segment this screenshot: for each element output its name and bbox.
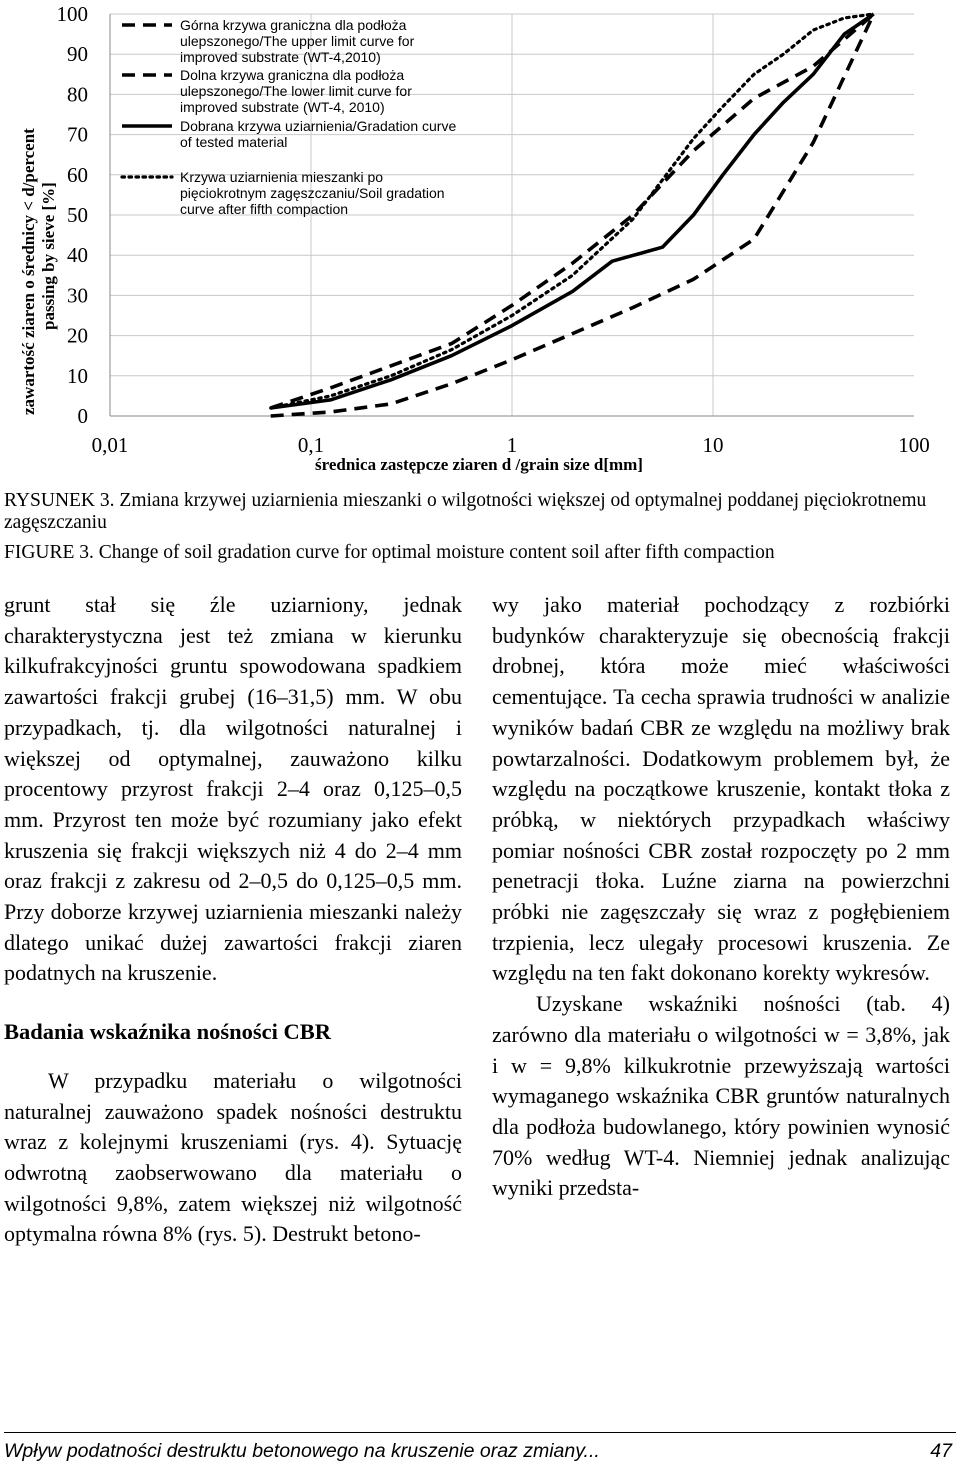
y-tick-label: 60 bbox=[67, 162, 88, 187]
x-tick-label: 0,1 bbox=[297, 433, 325, 457]
x-tick-label: 100 bbox=[898, 433, 930, 457]
section-heading: Badania wskaźnika nośności CBR bbox=[4, 1019, 331, 1045]
x-tick-label: 0,01 bbox=[91, 433, 129, 457]
legend-label: Krzywa uziarnienia mieszanki po bbox=[180, 169, 384, 185]
y-tick-label: 100 bbox=[56, 2, 88, 26]
legend bbox=[122, 17, 456, 217]
legend-label: pięciokrotnym zagęszczaniu/Soil gradation bbox=[180, 185, 445, 201]
caption-en-label: FIGURE 3. bbox=[4, 542, 94, 563]
left-paragraph-2: W przypadku materiału o wilgotności naturalnej zauważono spadek nośności destruktu wraz z kolejnymi kruszeniami (rys. 4). Sytuację odwrotną zaobserwowano dla materiału o wilgotności 9,8%, zatem większej niż wilgotność optymalna równa 8% (rys. 5). Destrukt betono- bbox=[4, 1067, 462, 1247]
y-axis-label-pl: zawartość ziaren o średnicy < d/percent bbox=[19, 128, 38, 415]
legend-label: Górna krzywa graniczna dla podłoża bbox=[180, 17, 407, 33]
left-paragraph-1: grunt stał się źle uziarniony, jednak charakterystyczna jest też zmiana w kierunku kilkufrakcyjności gruntu spowodowana spadkiem zawartości frakcji grubej (16–31,5) mm. W obu przypadkach, tj. dla wilgotności naturalnej i większej od optymalnej, zauważono kilku procentowy przyrost frakcji 2–4 oraz 0,125–0,5 mm. Przyrost ten może być rozumiany jako efekt kruszenia się frakcji większych niż 4 do 2–4 mm oraz frakcji z zakresu od 2–0,5 do 0,125–0,5 mm. Przy doborze krzywej uziarnienia mieszanki należy dlatego unikać dużej zawartości frakcji ziaren podatnych na kruszenie. bbox=[4, 592, 462, 986]
right-column bbox=[492, 590, 950, 1204]
page-number: 47 bbox=[930, 1440, 952, 1462]
x-axis-label: średnica zastępcze ziaren d /grain size d[mm] bbox=[315, 455, 643, 474]
y-axis-label-en: passing by sieve [%] bbox=[39, 182, 58, 330]
y-tick-label: 90 bbox=[67, 42, 88, 67]
y-tick-labels bbox=[57, 2, 89, 428]
legend-label: ulepszonego/The upper limit curve for bbox=[180, 33, 415, 49]
y-tick-label: 30 bbox=[67, 283, 88, 308]
x-tick-labels bbox=[92, 433, 930, 457]
figure-caption-en bbox=[4, 542, 956, 564]
x-tick-label: 1 bbox=[506, 433, 518, 457]
x-tick-label: 10 bbox=[702, 433, 724, 457]
legend-label: Dobrana krzywa uziarnienia/Gradation curve bbox=[180, 118, 457, 134]
footer-rule bbox=[4, 1432, 956, 1433]
legend-label: improved substrate (WT-4,2010) bbox=[180, 49, 381, 65]
gradation-chart bbox=[0, 0, 960, 485]
caption-pl-text: Zmiana krzywej uziarnienia mieszanki o wilgotności większej od optymalnej poddanej pięciokrotnemu zagęszczaniu bbox=[4, 490, 927, 533]
y-tick-label: 40 bbox=[67, 243, 88, 268]
left-column bbox=[4, 590, 462, 1250]
y-tick-label: 20 bbox=[67, 323, 88, 348]
legend-label: ulepszonego/The lower limit curve for bbox=[180, 83, 412, 99]
right-paragraph-2: Uzyskane wskaźniki nośności (tab. 4) zarówno dla materiału o wilgotności w = 3,8%, jak i w = 9,8% kilkukrotnie przewyższają wartości wymaganego wskaźnika CBR gruntów naturalnych dla podłoża budowlanego, który powinien wynosić 70% według WT-4. Niemniej jednak analizując wyniki przedsta- bbox=[492, 991, 950, 1201]
caption-pl-label: RYSUNEK 3. bbox=[4, 490, 115, 511]
legend-label: of tested material bbox=[180, 134, 288, 150]
running-footer-title: Wpływ podatności destruktu betonowego na kruszenie oraz zmiany... bbox=[4, 1440, 600, 1462]
y-tick-label: 50 bbox=[67, 203, 88, 227]
y-tick-label: 80 bbox=[67, 82, 88, 107]
y-tick-label: 0 bbox=[77, 404, 88, 428]
legend-label: curve after fifth compaction bbox=[180, 201, 349, 217]
caption-en-text: Change of soil gradation curve for optimal moisture content soil after fifth compaction bbox=[93, 542, 775, 563]
y-tick-label: 70 bbox=[67, 122, 88, 147]
right-paragraph-1: wy jako materiał pochodzący z rozbiórki budynków charakteryzuje się obecnością frakcji drobnej, która może mieć właściwości cementujące. Ta cecha sprawia trudności w analizie wyników badań CBR ze względu na możliwy brak powtarzalności. Dodatkowym problemem był, że względu na początkowe kruszenie, kontakt tłoka z próbką, w niektórych przypadkach właściwy pomiar nośności CBR został rozpoczęty po 2 mm penetracji tłoka. Luźne ziarna na powierzchni próbki nie zagęszczały się wraz z pogłębieniem trzpienia, lecz ulegały procesowi kruszenia. Ze względu na ten fakt dokonano korekty wykresów. bbox=[492, 592, 950, 986]
y-tick-label: 10 bbox=[67, 363, 88, 388]
figure-caption-pl bbox=[4, 490, 956, 534]
legend-label: improved substrate (WT-4, 2010) bbox=[180, 99, 385, 115]
legend-label: Dolna krzywa graniczna dla podłoża bbox=[180, 67, 405, 83]
